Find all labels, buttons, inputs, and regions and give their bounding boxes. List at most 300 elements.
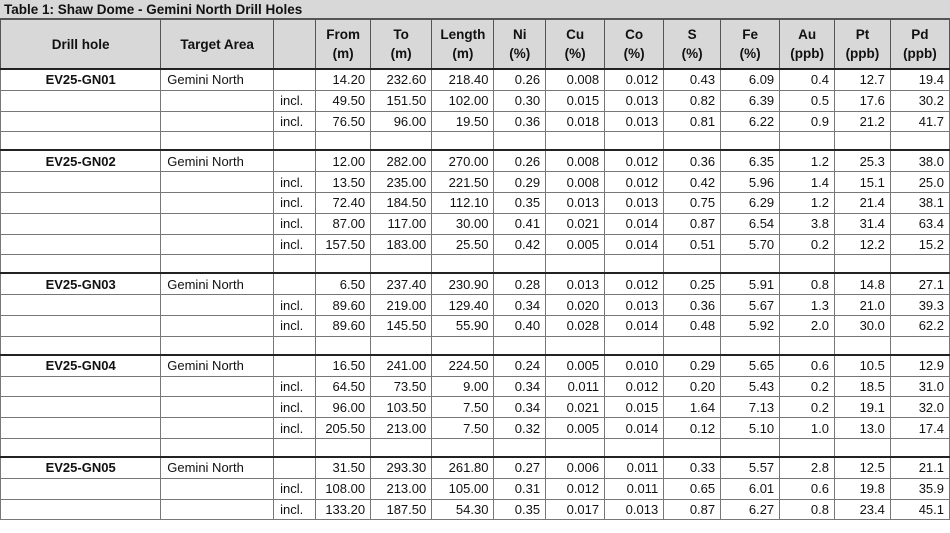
table-row — [1, 111, 950, 132]
value-cell — [780, 438, 835, 457]
value-cell: 9.00 — [432, 376, 494, 397]
drill-hole-cell: EV25-GN05 — [1, 457, 161, 478]
value-cell: 0.48 — [664, 315, 721, 336]
value-cell: 0.013 — [605, 499, 664, 520]
target-area-cell: Gemini North — [161, 457, 274, 478]
value-cell: 1.3 — [780, 295, 835, 316]
column-header — [371, 20, 432, 70]
interval-qualifier-cell: incl. — [274, 295, 316, 316]
table-row — [1, 273, 950, 294]
value-cell: 0.005 — [546, 234, 605, 255]
column-header — [1, 20, 161, 70]
value-cell: 0.35 — [494, 192, 546, 213]
target-area-cell — [161, 438, 274, 457]
interval-qualifier-cell — [274, 69, 316, 90]
value-cell: 0.33 — [664, 457, 721, 478]
value-cell: 49.50 — [316, 90, 371, 111]
drill-hole-cell: EV25-GN04 — [1, 355, 161, 376]
value-cell: 205.50 — [316, 418, 371, 439]
value-cell: 0.013 — [546, 273, 605, 294]
value-cell — [780, 255, 835, 274]
value-cell: 129.40 — [432, 295, 494, 316]
value-cell: 18.5 — [835, 376, 891, 397]
table-row — [1, 336, 950, 355]
value-cell: 14.8 — [835, 273, 891, 294]
table-header — [1, 20, 950, 70]
interval-qualifier-cell — [274, 457, 316, 478]
value-cell: 6.09 — [721, 69, 780, 90]
value-cell: 237.40 — [371, 273, 432, 294]
value-cell: 0.012 — [605, 273, 664, 294]
interval-qualifier-cell: incl. — [274, 315, 316, 336]
value-cell: 0.015 — [605, 397, 664, 418]
value-cell: 0.008 — [546, 69, 605, 90]
value-cell — [890, 132, 949, 151]
column-header-unit: (%) — [623, 46, 645, 61]
target-area-cell: Gemini North — [161, 150, 274, 171]
value-cell — [605, 336, 664, 355]
value-cell: 6.01 — [721, 478, 780, 499]
interval-qualifier-cell — [274, 132, 316, 151]
value-cell: 1.2 — [780, 150, 835, 171]
value-cell — [494, 438, 546, 457]
drill-hole-cell — [1, 315, 161, 336]
value-cell — [605, 438, 664, 457]
target-area-cell: Gemini North — [161, 69, 274, 90]
target-area-cell — [161, 315, 274, 336]
value-cell: 76.50 — [316, 111, 371, 132]
value-cell: 10.5 — [835, 355, 891, 376]
table-row — [1, 295, 950, 316]
value-cell: 0.014 — [605, 234, 664, 255]
interval-qualifier-cell: incl. — [274, 478, 316, 499]
value-cell: 31.50 — [316, 457, 371, 478]
value-cell — [835, 132, 891, 151]
value-cell: 293.30 — [371, 457, 432, 478]
value-cell: 0.75 — [664, 192, 721, 213]
value-cell: 6.39 — [721, 90, 780, 111]
value-cell: 21.1 — [890, 457, 949, 478]
value-cell: 64.50 — [316, 376, 371, 397]
column-header-label: Cu — [566, 27, 585, 42]
value-cell: 3.8 — [780, 213, 835, 234]
value-cell: 0.35 — [494, 499, 546, 520]
value-cell — [664, 132, 721, 151]
column-header-unit: (%) — [509, 46, 531, 61]
value-cell: 0.41 — [494, 213, 546, 234]
value-cell: 0.29 — [494, 172, 546, 193]
value-cell: 0.008 — [546, 172, 605, 193]
value-cell: 0.2 — [780, 234, 835, 255]
value-cell: 112.10 — [432, 192, 494, 213]
value-cell: 1.2 — [780, 192, 835, 213]
value-cell — [780, 336, 835, 355]
table-row — [1, 69, 950, 90]
value-cell: 19.8 — [835, 478, 891, 499]
value-cell: 0.6 — [780, 478, 835, 499]
value-cell — [494, 255, 546, 274]
table-body — [1, 69, 950, 520]
table-row — [1, 418, 950, 439]
drill-hole-cell — [1, 438, 161, 457]
target-area-cell — [161, 418, 274, 439]
value-cell: 0.011 — [546, 376, 605, 397]
column-header — [721, 20, 780, 70]
value-cell — [432, 336, 494, 355]
value-cell: 0.013 — [605, 192, 664, 213]
value-cell: 55.90 — [432, 315, 494, 336]
value-cell: 19.4 — [890, 69, 949, 90]
value-cell: 6.35 — [721, 150, 780, 171]
value-cell: 6.29 — [721, 192, 780, 213]
value-cell: 0.013 — [605, 295, 664, 316]
value-cell: 0.008 — [546, 150, 605, 171]
interval-qualifier-cell: incl. — [274, 418, 316, 439]
value-cell — [316, 336, 371, 355]
value-cell — [721, 438, 780, 457]
target-area-cell — [161, 234, 274, 255]
value-cell: 31.0 — [890, 376, 949, 397]
value-cell: 12.00 — [316, 150, 371, 171]
target-area-cell — [161, 478, 274, 499]
column-header-label: Au — [798, 27, 817, 42]
value-cell — [432, 255, 494, 274]
value-cell: 15.2 — [890, 234, 949, 255]
value-cell: 12.7 — [835, 69, 891, 90]
value-cell: 96.00 — [316, 397, 371, 418]
drill-hole-cell — [1, 499, 161, 520]
value-cell: 0.012 — [605, 376, 664, 397]
value-cell: 241.00 — [371, 355, 432, 376]
value-cell: 0.81 — [664, 111, 721, 132]
value-cell: 87.00 — [316, 213, 371, 234]
drill-hole-cell — [1, 336, 161, 355]
drill-hole-cell — [1, 234, 161, 255]
value-cell: 0.30 — [494, 90, 546, 111]
value-cell — [316, 255, 371, 274]
table-title: Table 1: Shaw Dome - Gemini North Drill Holes — [0, 0, 950, 19]
value-cell: 0.011 — [605, 478, 664, 499]
value-cell: 19.50 — [432, 111, 494, 132]
value-cell: 0.65 — [664, 478, 721, 499]
value-cell: 5.70 — [721, 234, 780, 255]
value-cell: 0.011 — [605, 457, 664, 478]
value-cell — [371, 132, 432, 151]
target-area-cell — [161, 255, 274, 274]
interval-qualifier-cell: incl. — [274, 234, 316, 255]
value-cell: 12.5 — [835, 457, 891, 478]
value-cell: 0.25 — [664, 273, 721, 294]
value-cell: 105.00 — [432, 478, 494, 499]
target-area-cell — [161, 213, 274, 234]
value-cell: 30.2 — [890, 90, 949, 111]
table-row — [1, 376, 950, 397]
value-cell: 25.0 — [890, 172, 949, 193]
interval-qualifier-cell: incl. — [274, 376, 316, 397]
value-cell: 0.017 — [546, 499, 605, 520]
value-cell: 62.2 — [890, 315, 949, 336]
value-cell: 103.50 — [371, 397, 432, 418]
value-cell: 235.00 — [371, 172, 432, 193]
target-area-cell — [161, 90, 274, 111]
value-cell: 1.64 — [664, 397, 721, 418]
drill-holes-table — [0, 19, 950, 520]
table-row — [1, 90, 950, 111]
value-cell: 14.20 — [316, 69, 371, 90]
value-cell: 0.014 — [605, 418, 664, 439]
value-cell — [721, 336, 780, 355]
value-cell: 213.00 — [371, 418, 432, 439]
value-cell: 0.20 — [664, 376, 721, 397]
value-cell: 0.015 — [546, 90, 605, 111]
value-cell: 5.43 — [721, 376, 780, 397]
value-cell: 0.013 — [546, 192, 605, 213]
table-row — [1, 172, 950, 193]
target-area-cell — [161, 499, 274, 520]
drill-hole-cell — [1, 213, 161, 234]
value-cell: 6.50 — [316, 273, 371, 294]
column-header-label: Length — [440, 27, 486, 42]
value-cell: 183.00 — [371, 234, 432, 255]
value-cell — [494, 132, 546, 151]
value-cell: 0.010 — [605, 355, 664, 376]
value-cell: 213.00 — [371, 478, 432, 499]
value-cell: 96.00 — [371, 111, 432, 132]
column-header — [274, 20, 316, 70]
column-header-label: Drill hole — [51, 36, 110, 52]
value-cell: 0.40 — [494, 315, 546, 336]
value-cell: 25.3 — [835, 150, 891, 171]
table-row — [1, 457, 950, 478]
target-area-cell: Gemini North — [161, 273, 274, 294]
value-cell: 0.9 — [780, 111, 835, 132]
column-header-unit: (ppb) — [903, 46, 937, 61]
value-cell: 5.65 — [721, 355, 780, 376]
value-cell — [316, 438, 371, 457]
value-cell: 184.50 — [371, 192, 432, 213]
value-cell — [316, 132, 371, 151]
value-cell: 0.51 — [664, 234, 721, 255]
value-cell: 187.50 — [371, 499, 432, 520]
value-cell: 19.1 — [835, 397, 891, 418]
value-cell: 1.0 — [780, 418, 835, 439]
header-row — [1, 20, 950, 70]
value-cell: 27.1 — [890, 273, 949, 294]
value-cell: 108.00 — [316, 478, 371, 499]
value-cell — [664, 255, 721, 274]
value-cell — [546, 438, 605, 457]
value-cell: 0.2 — [780, 397, 835, 418]
table-row — [1, 355, 950, 376]
value-cell: 12.2 — [835, 234, 891, 255]
value-cell: 0.42 — [664, 172, 721, 193]
value-cell: 219.00 — [371, 295, 432, 316]
drill-hole-cell: EV25-GN02 — [1, 150, 161, 171]
value-cell: 218.40 — [432, 69, 494, 90]
value-cell: 54.30 — [432, 499, 494, 520]
value-cell — [546, 132, 605, 151]
value-cell: 0.8 — [780, 273, 835, 294]
value-cell — [721, 255, 780, 274]
value-cell: 0.021 — [546, 213, 605, 234]
value-cell: 0.013 — [605, 111, 664, 132]
value-cell: 0.87 — [664, 213, 721, 234]
column-header-unit: (m) — [332, 46, 354, 61]
table-row — [1, 397, 950, 418]
value-cell: 0.26 — [494, 150, 546, 171]
value-cell — [432, 438, 494, 457]
drill-hole-cell — [1, 478, 161, 499]
column-header-label: From — [326, 27, 361, 42]
value-cell: 89.60 — [316, 315, 371, 336]
interval-qualifier-cell — [274, 336, 316, 355]
value-cell: 73.50 — [371, 376, 432, 397]
value-cell: 31.4 — [835, 213, 891, 234]
value-cell: 0.028 — [546, 315, 605, 336]
value-cell: 0.4 — [780, 69, 835, 90]
value-cell: 0.6 — [780, 355, 835, 376]
value-cell: 5.10 — [721, 418, 780, 439]
value-cell — [605, 132, 664, 151]
table-row — [1, 499, 950, 520]
value-cell: 0.014 — [605, 213, 664, 234]
value-cell: 0.12 — [664, 418, 721, 439]
target-area-cell — [161, 397, 274, 418]
value-cell: 7.50 — [432, 418, 494, 439]
value-cell: 6.54 — [721, 213, 780, 234]
table-row — [1, 234, 950, 255]
column-header-label: S — [687, 27, 697, 42]
value-cell: 6.27 — [721, 499, 780, 520]
value-cell: 133.20 — [316, 499, 371, 520]
value-cell — [890, 336, 949, 355]
value-cell: 0.005 — [546, 418, 605, 439]
drill-hole-cell — [1, 255, 161, 274]
column-header-label: To — [393, 27, 409, 42]
target-area-cell — [161, 336, 274, 355]
value-cell: 35.9 — [890, 478, 949, 499]
value-cell: 0.36 — [664, 150, 721, 171]
table-row — [1, 255, 950, 274]
value-cell — [664, 336, 721, 355]
value-cell: 5.91 — [721, 273, 780, 294]
value-cell: 0.013 — [605, 90, 664, 111]
value-cell: 0.012 — [546, 478, 605, 499]
drill-hole-cell — [1, 192, 161, 213]
drill-hole-cell — [1, 397, 161, 418]
drill-hole-cell: EV25-GN03 — [1, 273, 161, 294]
drill-hole-cell — [1, 132, 161, 151]
column-header-unit: (ppb) — [845, 46, 880, 61]
column-header-unit: (m) — [452, 46, 474, 61]
value-cell: 30.00 — [432, 213, 494, 234]
value-cell: 38.1 — [890, 192, 949, 213]
interval-qualifier-cell: incl. — [274, 499, 316, 520]
column-header — [664, 20, 721, 70]
value-cell: 0.2 — [780, 376, 835, 397]
column-header-label: Ni — [513, 27, 527, 42]
interval-qualifier-cell: incl. — [274, 213, 316, 234]
interval-qualifier-cell: incl. — [274, 90, 316, 111]
column-header-label: Fe — [742, 27, 759, 42]
value-cell — [494, 336, 546, 355]
interval-qualifier-cell — [274, 255, 316, 274]
column-header-unit: (m) — [390, 46, 412, 61]
value-cell: 0.018 — [546, 111, 605, 132]
column-header-label: Pt — [855, 27, 870, 42]
value-cell — [371, 255, 432, 274]
value-cell — [780, 132, 835, 151]
value-cell: 30.0 — [835, 315, 891, 336]
value-cell: 25.50 — [432, 234, 494, 255]
value-cell — [835, 255, 891, 274]
value-cell: 39.3 — [890, 295, 949, 316]
value-cell: 157.50 — [316, 234, 371, 255]
value-cell: 0.005 — [546, 355, 605, 376]
value-cell: 21.4 — [835, 192, 891, 213]
value-cell: 63.4 — [890, 213, 949, 234]
drill-hole-cell: EV25-GN01 — [1, 69, 161, 90]
value-cell: 282.00 — [371, 150, 432, 171]
value-cell: 0.42 — [494, 234, 546, 255]
value-cell: 0.26 — [494, 69, 546, 90]
value-cell — [546, 336, 605, 355]
value-cell: 117.00 — [371, 213, 432, 234]
value-cell: 0.014 — [605, 315, 664, 336]
target-area-cell — [161, 132, 274, 151]
column-header-label: Pd — [911, 27, 929, 42]
value-cell: 145.50 — [371, 315, 432, 336]
column-header — [605, 20, 664, 70]
value-cell: 0.012 — [605, 150, 664, 171]
column-header — [890, 20, 949, 70]
interval-qualifier-cell — [274, 273, 316, 294]
drill-hole-cell — [1, 295, 161, 316]
column-header — [161, 20, 274, 70]
value-cell: 17.6 — [835, 90, 891, 111]
value-cell: 7.50 — [432, 397, 494, 418]
value-cell: 2.8 — [780, 457, 835, 478]
table-row — [1, 315, 950, 336]
value-cell — [371, 336, 432, 355]
value-cell — [721, 132, 780, 151]
target-area-cell — [161, 172, 274, 193]
column-header-unit: (ppb) — [790, 46, 824, 61]
value-cell: 21.0 — [835, 295, 891, 316]
value-cell: 5.92 — [721, 315, 780, 336]
value-cell: 232.60 — [371, 69, 432, 90]
value-cell: 0.5 — [780, 90, 835, 111]
value-cell: 2.0 — [780, 315, 835, 336]
value-cell: 0.34 — [494, 397, 546, 418]
value-cell: 224.50 — [432, 355, 494, 376]
column-header — [835, 20, 891, 70]
value-cell: 32.0 — [890, 397, 949, 418]
table-row — [1, 213, 950, 234]
value-cell: 0.31 — [494, 478, 546, 499]
value-cell: 0.34 — [494, 295, 546, 316]
drill-hole-cell — [1, 376, 161, 397]
target-area-cell — [161, 111, 274, 132]
column-header-unit: (%) — [564, 46, 586, 61]
value-cell: 7.13 — [721, 397, 780, 418]
value-cell: 89.60 — [316, 295, 371, 316]
value-cell: 13.0 — [835, 418, 891, 439]
column-header — [316, 20, 371, 70]
drill-hole-cell — [1, 418, 161, 439]
value-cell: 0.82 — [664, 90, 721, 111]
value-cell: 0.34 — [494, 376, 546, 397]
